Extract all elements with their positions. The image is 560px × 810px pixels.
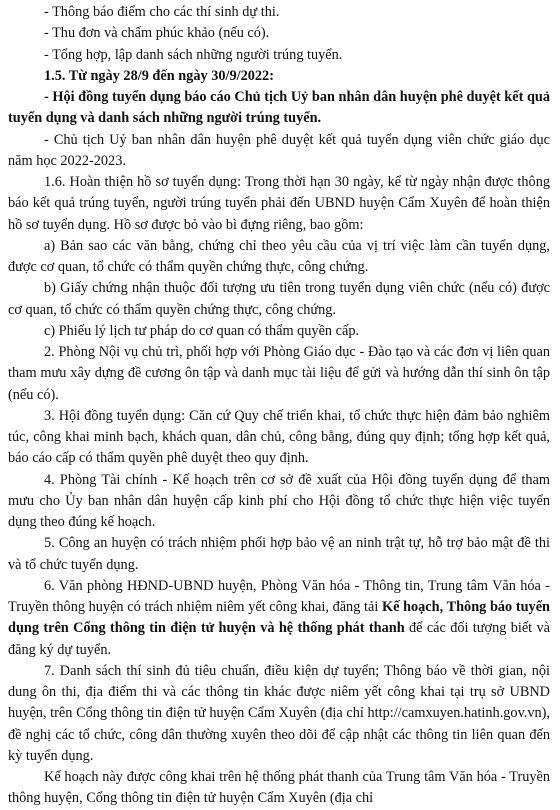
section-1-6-intro: 1.6. Hoàn thiện hồ sơ tuyển dụng: Trong thời hạn 30 ngày, kể từ ngày nhận được thông báo kết quả trúng tuyển, người trúng tuyển phải đến UBND huyện Cẩm Xuyên để hoàn thiện hồ sơ tuyển dụng. Hồ sơ được bỏ vào bì đựng riêng, bao gồm:	[8, 174, 550, 233]
section-1-5-paragraph: - Chủ tịch Uỷ ban nhân dân huyện phê duyệt kết quả tuyển dụng viên chức giáo dục năm học 2022-2023.	[8, 131, 550, 169]
section-1-6-item-c: c) Phiếu lý lịch tư pháp do cơ quan có thẩm quyền cấp.	[44, 322, 360, 339]
section-1-6-item-b: b) Giấy chứng nhận thuộc đối tượng ưu tiên trong tuyển dụng viên chức (nếu có) được cơ quan, tổ chức có thẩm quyền chứng thực, công chứng.	[8, 280, 550, 318]
paragraph-6	[8, 576, 550, 661]
paragraph-6-end: để các đối tượng biết và đăng ký dự tuyển.	[8, 620, 550, 658]
paragraph-4: 4. Phòng Tài chính - Kế hoạch trên cơ sở đề xuất của Hội đồng tuyển dụng để tham mưu cho Ủy ban nhân dân huyện cấp kinh phí cho Hội đồng tổ chức thực hiện việc tuyển dụng theo đúng kế hoạch.	[8, 471, 550, 530]
paragraph-6-bold: Kế hoạch, Thông báo tuyển dụng trên Cổng thông tin điện tử huyện và hệ thống phát thanh	[8, 599, 550, 637]
paragraph-2: 2. Phòng Nội vụ chủ trì, phối hợp với Phòng Giáo dục - Đào tạo và các đơn vị liên quan tham mưu xây dựng đề cương ôn tập và danh mục tài liệu để gửi và hướng dẫn thí sinh ôn tập (nếu có).	[8, 344, 550, 403]
paragraph-6-start: 6. Văn phòng HĐND-UBND huyện, Phòng Văn hóa - Thông tin, Trung tâm Văn hóa - Truyền thông huyện có trách nhiệm niêm yết công khai, đăng tải	[8, 577, 550, 615]
line-summary: - Tổng hợp, lập danh sách những người trúng tuyển.	[44, 46, 343, 63]
paragraph-8: Kế hoạch này được công khai trên hệ thống phát thanh của Trung tâm Văn hóa - Truyền thông huyện, Cổng thông tin điện tử huyện Cẩm Xuyên (địa chỉ	[8, 769, 550, 807]
section-1-6-item-a: a) Bản sao các văn bằng, chứng chỉ theo yêu cầu của vị trí việc làm cần tuyển dụng, được cơ quan, tổ chức có thẩm quyền chứng thực, công chứng.	[8, 237, 550, 275]
line-score-notice: - Thông báo điểm cho các thí sinh dự thi.	[44, 4, 280, 20]
section-1-5-bold-paragraph: - Hội đồng tuyển dụng báo cáo Chủ tịch Uỷ ban nhân dân huyện phê duyệt kết quả tuyển dụng và danh sách những người trúng tuyển.	[8, 89, 550, 127]
paragraph-3: 3. Hội đồng tuyển dụng: Căn cứ Quy chế triển khai, tổ chức thực hiện đảm bảo nghiêm túc, công khai minh bạch, khách quan, dân chủ, công bằng, đúng quy định; tổng hợp kết quả, báo cáo cấp có thẩm quyền phê duyệt theo quy định.	[8, 407, 550, 467]
line-appeal: - Thu đơn và chấm phúc khảo (nếu có).	[44, 25, 270, 42]
section-1-5-heading: 1.5. Từ ngày 28/9 đến ngày 30/9/2022:	[44, 67, 274, 84]
paragraph-5: 5. Công an huyện có trách nhiệm phối hợp bảo vệ an ninh trật tự, hỗ trợ bảo mật đề thi và tổ chức tuyển dụng.	[8, 535, 550, 573]
paragraph-7: 7. Danh sách thí sinh đủ tiêu chuẩn, điều kiện dự tuyển; Thông báo về thời gian, nội dung ôn thi, địa điểm thi và các thông tin khác được niêm yết công khai tại trụ sở UBND huyện, trên Cổng thông tin điện tử huyện Cẩm Xuyên (địa chỉ http://camxuyen.hatinh.gov.vn), đề nghị các tổ chức, công dân thường xuyên theo dõi để cập nhật các thông tin liên quan đến kỳ tuyển dụng.	[8, 662, 550, 764]
